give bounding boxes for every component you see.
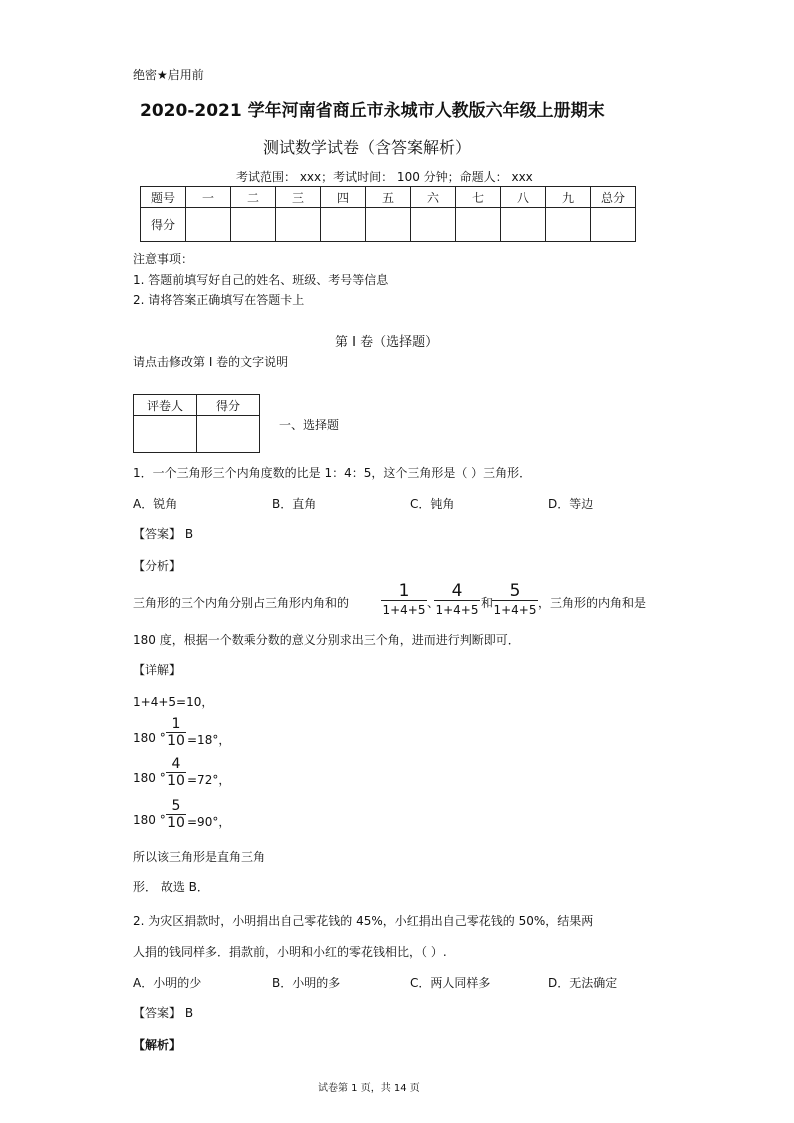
score-row-label: 得分	[141, 208, 186, 242]
score-cell: 六	[411, 187, 456, 208]
score-cell: 题号	[141, 187, 186, 208]
secret-label: 绝密★启用前	[133, 68, 204, 82]
fraction	[381, 582, 427, 619]
option-a: A．锐角	[133, 497, 178, 511]
calc-prefix: 180 °	[133, 731, 166, 745]
fraction-denominator: 10	[167, 733, 185, 749]
score-cell: 总分	[591, 187, 636, 208]
option-c: C．钝角	[410, 497, 455, 511]
fraction	[434, 582, 480, 619]
score-cell: 二	[231, 187, 276, 208]
fraction-numerator: 1	[381, 582, 427, 601]
answer-label: 【答案】 B	[133, 1006, 194, 1020]
fraction-numerator: 4	[434, 582, 480, 601]
score-blank	[321, 208, 366, 242]
score-blank	[276, 208, 321, 242]
fraction-denominator: 10	[167, 773, 185, 789]
score-cell: 九	[546, 187, 591, 208]
calc-result: =72°，	[187, 773, 231, 787]
option-c: C．两人同样多	[410, 976, 491, 990]
conclusion: 所以该三角形是直角三角	[133, 850, 266, 864]
answer-label: 【答案】 B	[133, 527, 194, 541]
question-stem: 1．一个三角形三个内角度数的比是 1：4：5，这个三角形是（ ）三角形．	[133, 466, 532, 480]
analysis-text: ，三角形的内角和是	[538, 596, 647, 610]
score-cell: 三	[276, 187, 321, 208]
score-blank	[411, 208, 456, 242]
fraction	[166, 716, 186, 749]
option-b: B．小明的多	[272, 976, 341, 990]
option-d: D．等边	[548, 497, 594, 511]
fraction-separator: 、	[427, 596, 440, 610]
question-stem: 2. 为灾区捐款时，小明捐出自己零花钱的 45%，小红捐出自己零花钱的 50%，结果两	[133, 914, 594, 928]
fraction-denominator: 1+4+5	[435, 603, 479, 617]
grader-header: 评卷人	[134, 395, 197, 416]
fraction-separator: 和	[481, 596, 494, 610]
score-value-row	[141, 208, 636, 242]
question-stem: 人捐的钱同样多．捐款前，小明和小红的零花钱相比，（ ）.	[133, 945, 447, 959]
fraction-denominator: 1+4+5	[493, 603, 537, 617]
score-cell: 一	[186, 187, 231, 208]
fraction	[166, 756, 186, 789]
grader-header-row	[134, 395, 260, 416]
score-blank	[186, 208, 231, 242]
option-d: D．无法确定	[548, 976, 618, 990]
score-cell: 七	[456, 187, 501, 208]
section-title: 第 I 卷（选择题）	[335, 335, 439, 350]
grader-blank	[134, 416, 197, 453]
page-footer: 试卷第 1 页，共 14 页	[318, 1083, 420, 1094]
detail-label: 【详解】	[133, 663, 182, 677]
fraction-denominator: 1+4+5	[382, 603, 426, 617]
grader-blank	[197, 416, 260, 453]
section-description: 请点击修改第 I 卷的文字说明	[133, 355, 289, 369]
page-subtitle: 测试数学试卷（含答案解析）	[263, 138, 472, 157]
option-b: B．直角	[272, 497, 317, 511]
fraction-numerator: 1	[166, 716, 186, 733]
score-blank	[456, 208, 501, 242]
fraction	[492, 582, 538, 619]
score-header-row	[141, 187, 636, 208]
page-title: 2020-2021 学年河南省商丘市永城市人教版六年级上册期末	[140, 101, 605, 121]
analysis-label: 【解析】	[133, 1038, 182, 1052]
calc-prefix: 180 °	[133, 813, 166, 827]
conclusion: 形． 故选 B．	[133, 880, 209, 894]
note-item: 2. 请将答案正确填写在答题卡上	[133, 293, 305, 307]
analysis-text: 180 度，根据一个数乘分数的意义分别求出三个角，进而进行判断即可．	[133, 633, 520, 647]
sum-line: 1+4+5=10，	[133, 695, 214, 709]
score-cell: 四	[321, 187, 366, 208]
fraction-numerator: 4	[166, 756, 186, 773]
option-a: A．小明的少	[133, 976, 202, 990]
score-blank	[231, 208, 276, 242]
exam-info: 考试范围： xxx；考试时间： 100 分钟；命题人： xxx	[236, 170, 533, 184]
score-cell: 八	[501, 187, 546, 208]
analysis-text: 三角形的三个内角分别占三角形内角和的	[133, 596, 350, 610]
grader-header: 得分	[197, 395, 260, 416]
score-table	[140, 186, 636, 242]
note-item: 1. 答题前填写好自己的姓名、班级、考号等信息	[133, 273, 389, 287]
grader-blank-row	[134, 416, 260, 453]
grader-table	[133, 394, 260, 453]
score-blank	[366, 208, 411, 242]
score-blank	[501, 208, 546, 242]
score-blank	[546, 208, 591, 242]
analysis-label: 【分析】	[133, 559, 182, 573]
score-blank	[591, 208, 636, 242]
fraction-numerator: 5	[166, 798, 186, 815]
calc-prefix: 180 °	[133, 771, 166, 785]
fraction	[166, 798, 186, 831]
fraction-numerator: 5	[492, 582, 538, 601]
calc-result: =18°，	[187, 733, 231, 747]
calc-result: =90°，	[187, 815, 231, 829]
part-title: 一、选择题	[279, 418, 340, 432]
fraction-denominator: 10	[167, 815, 185, 831]
notes-heading: 注意事项：	[133, 252, 194, 266]
score-cell: 五	[366, 187, 411, 208]
